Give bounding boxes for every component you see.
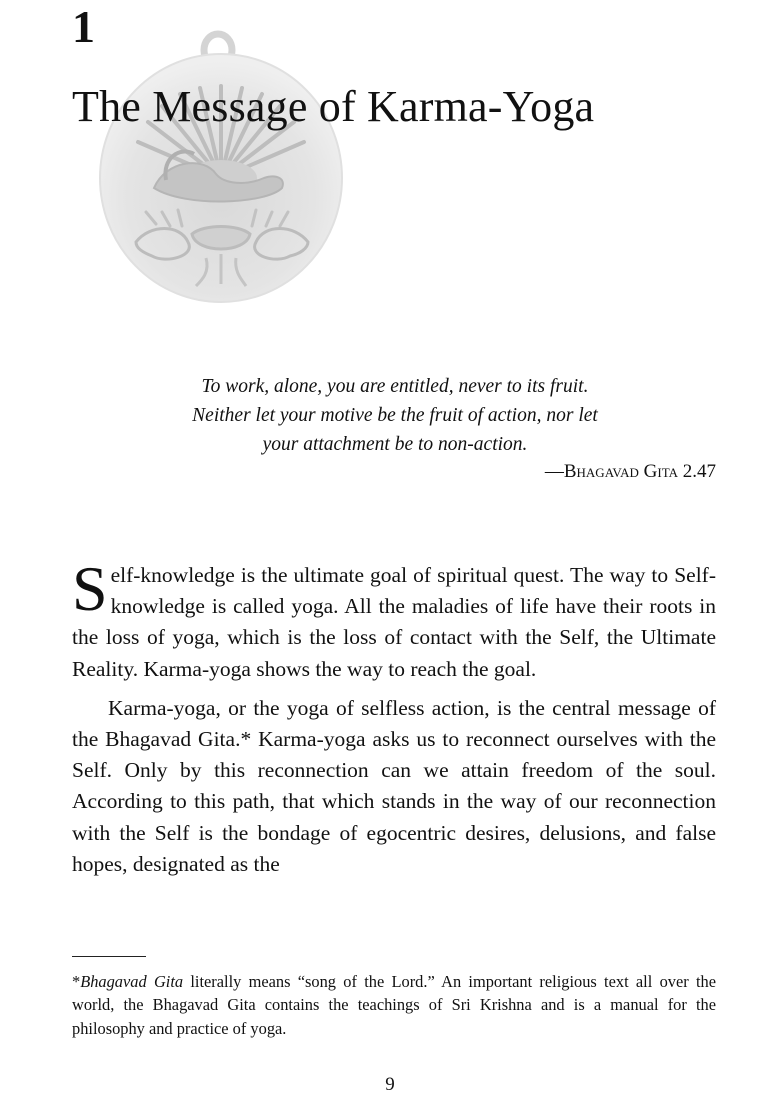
attribution-verse: 2.47 bbox=[678, 461, 716, 482]
paragraph bbox=[72, 553, 716, 685]
epigraph-line: Neither let your motive be the fruit of action, nor let bbox=[192, 405, 598, 426]
epigraph-line: your attachment be to non-action. bbox=[262, 434, 528, 455]
chapter-title: The Message of Karma-Yoga bbox=[72, 82, 595, 131]
drop-cap: S bbox=[72, 553, 108, 624]
epigraph-attribution bbox=[545, 461, 716, 483]
page-number: 9 bbox=[385, 1074, 395, 1095]
footnote-term: Bhagavad Gita bbox=[80, 972, 184, 991]
epigraph bbox=[150, 372, 640, 459]
footnote-text: literally means “song of the Lord.” An important religious text all over the world, the Bhagavad Gita contains the teachings of Sri Krishna and is a manual for the philosophy and practice of yoga. bbox=[72, 972, 716, 1038]
attribution-dash: — bbox=[544, 461, 564, 482]
paragraph: Karma-yoga, or the yoga of selfless action, is the central message of the Bhagavad Gita.* Karma-yoga asks us to reconnect ourselves with the Self. Only by this reconnection can we attain freedom of the soul. According to this path, that which stands in the way of our reconnection with the Self is the bondage of egocentric desires, delusions, and false hopes, designated as the bbox=[72, 695, 716, 876]
attribution-source: Bhagavad Gita bbox=[563, 461, 678, 482]
paragraph-text: elf-knowledge is the ultimate goal of spiritual quest. The way to Self-knowledge is called yoga. All the maladies of life have their roots in the loss of yoga, which is the loss of contact with the Self, the Ultimate Reality. Karma-yoga shows the way to reach the goal. bbox=[72, 563, 716, 681]
sun-lotus-emblem-icon bbox=[96, 28, 346, 306]
footnote-marker: * bbox=[72, 972, 81, 991]
footnote-divider bbox=[72, 956, 146, 957]
epigraph-line: To work, alone, you are entitled, never to its fruit. bbox=[201, 376, 589, 397]
body-text bbox=[72, 553, 716, 880]
chapter-number: 1 bbox=[72, 1, 95, 52]
footnote bbox=[72, 970, 716, 1040]
